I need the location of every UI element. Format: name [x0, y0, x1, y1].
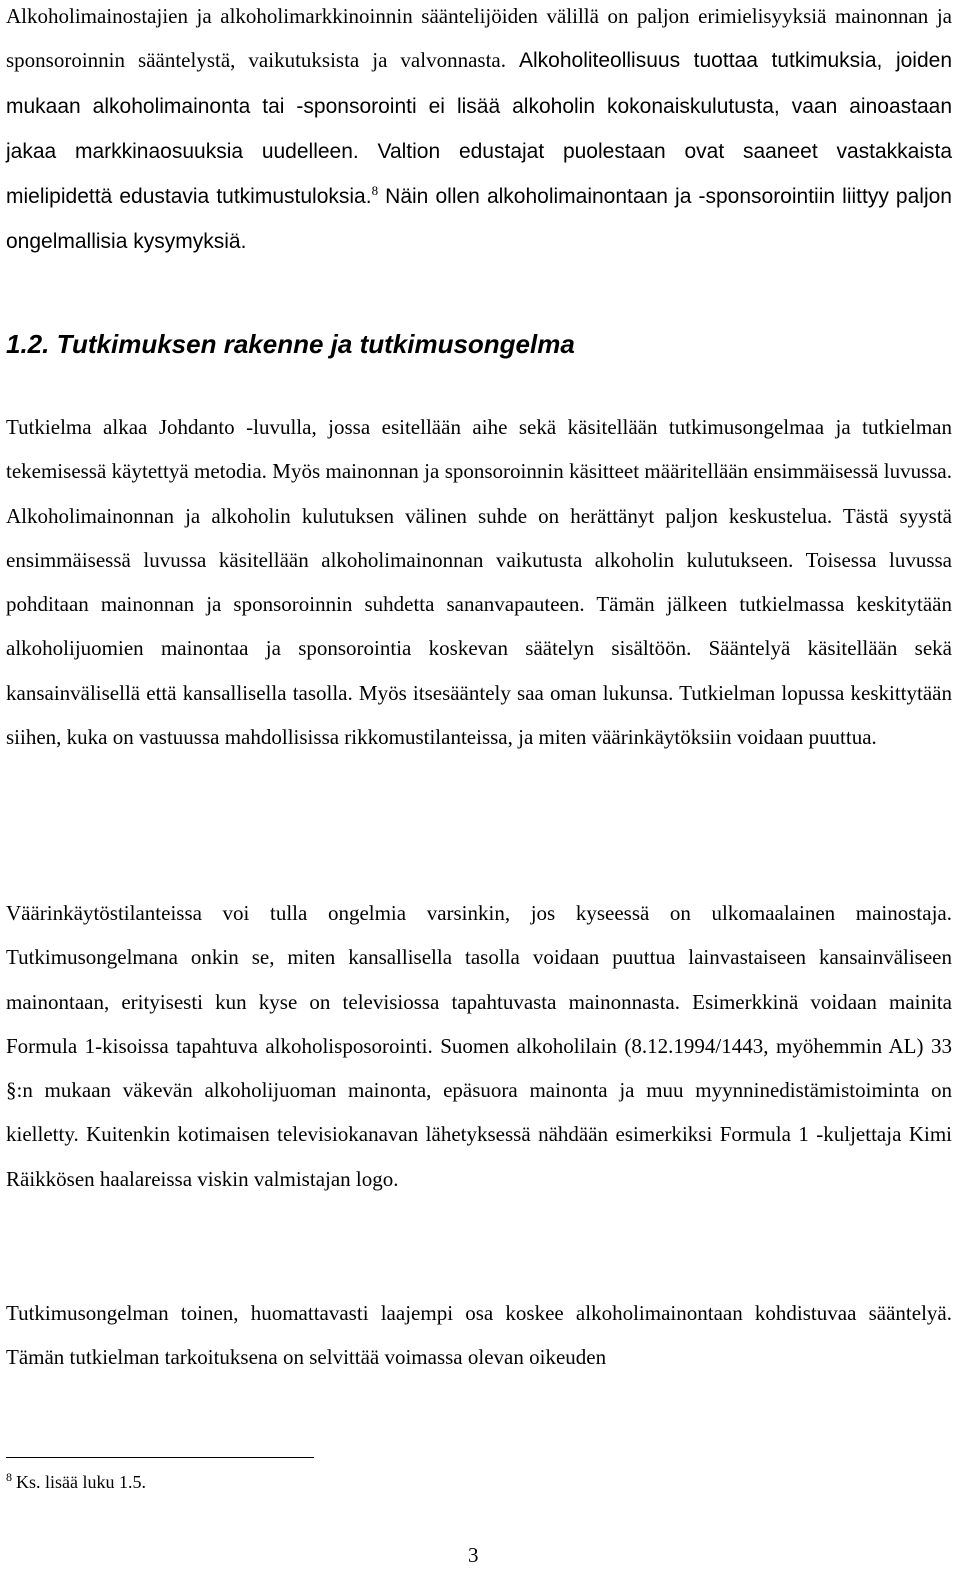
footnote-divider [6, 1457, 314, 1458]
paragraph-intro [6, 0, 952, 265]
paragraph-intro-part-c: Näin ollen alkoholimainontaan ja -sponsorointiin liittyy paljon ongelmallisia kysymyksiä. [6, 185, 952, 254]
footnote-text: Ks. lisää luku 1.5. [16, 1472, 146, 1492]
footnote-reference: 8 [371, 183, 379, 199]
paragraph-problem-example: Väärinkäytöstilanteissa voi tulla ongelmia varsinkin, jos kyseessä on ulkomaalainen mainostaja. Tutkimusongelmana onkin se, miten kansallisella tasolla voidaan puuttua lainvastaiseen kansainväliseen mainontaan, erityisesti kun kyse on televisiossa tapahtuvasta mainonnasta. Esimerkkinä voidaan mainita Formula 1-kisoissa tapahtuva alkoholisposorointi. Suomen alkoholilain (8.12.1994/1443, myöhemmin AL) 33 §:n mukaan väkevän alkoholijuoman mainonta, epäsuora mainonta ja muu myynninedistämistoiminta on kielletty. Kuitenkin kotimaisen televisiokanavan lähetyksessä nähdään esimerkiksi Formula 1 -kuljettaja Kimi Räikkösen haalareissa viskin valmistajan logo. [6, 901, 952, 1191]
paragraph-intro-part-b: Alkoholiteollisuus tuottaa tutkimuksia, joiden mukaan alkoholimainonta tai -sponsorointi ei lisää alkoholin kokonaiskulutusta, vaan ainoastaan jakaa markkinaosuuksia uudelleen. Valtion edustajat puolestaan ovat saaneet vastakkaista mielipidettä edustavia tutkimustuloksia. [6, 49, 952, 209]
page-number: 3 [468, 1543, 479, 1567]
footnote-number: 8 [6, 1470, 12, 1484]
section-heading: 1.2. Tutkimuksen rakenne ja tutkimusongelma [6, 329, 575, 359]
paragraph-structure: Tutkielma alkaa Johdanto -luvulla, jossa esitellään aihe sekä käsitellään tutkimusongelmaa ja tutkielman tekemisessä käytettyä metodia. Myös mainonnan ja sponsoroinnin käsitteet määritellään ensimmäisessä luvussa. Alkoholimainonnan ja alkoholin kulutuksen välinen suhde on herättänyt paljon keskustelua. Tästä syystä ensimmäisessä luvussa käsitellään alkoholimainonnan vaikutusta alkoholin kulutukseen. Toisessa luvussa pohditaan mainonnan ja sponsoroinnin suhdetta sananvapauteen. Tämän jälkeen tutkielmassa keskitytään alkoholijuomien mainontaa ja sponsorointia koskevan säätelyn sisältöön. Sääntelyä käsitellään sekä kansainvälisellä että kansallisella tasolla. Myös itsesääntely saa oman lukunsa. Tutkielman lopussa keskittytään siihen, kuka on vastuussa mahdollisissa rikkomustilanteissa, ja miten väärinkäytöksiin voidaan puuttua. [6, 415, 952, 750]
paragraph-intro-part-a: Alkoholimainostajien ja alkoholimarkkinoinnin sääntelijöiden välillä on paljon erimielisyyksiä mainonnan ja sponsoroinnin sääntelystä, vaikutuksista ja valvonnasta. [6, 4, 952, 73]
footnote [6, 1468, 146, 1496]
paragraph-problem-scope: Tutkimusongelman toinen, huomattavasti laajempi osa koskee alkoholimainontaan kohdistuvaa sääntelyä. Tämän tutkielman tarkoituksena on selvittää voimassa olevan oikeuden [6, 1301, 952, 1370]
